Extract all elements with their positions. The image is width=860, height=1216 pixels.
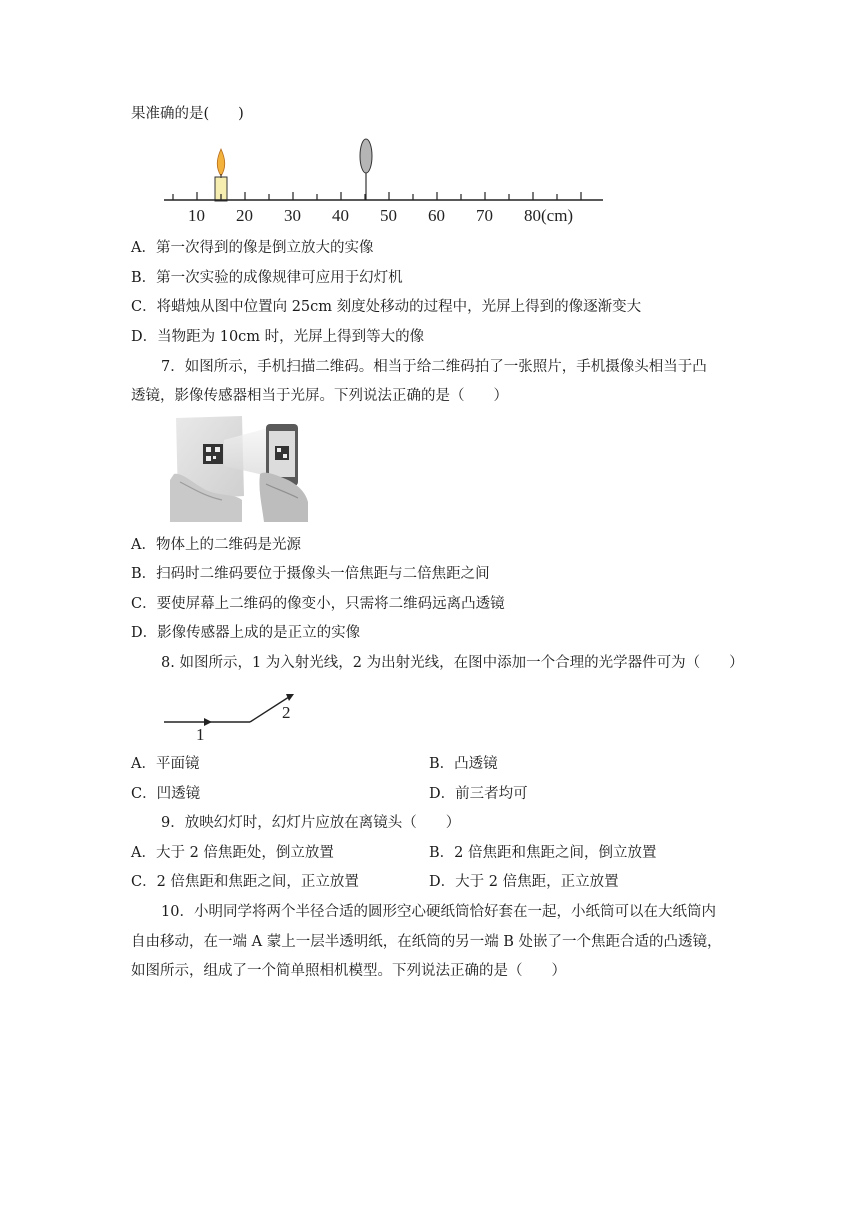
- ruler-tick-label: 10: [188, 206, 205, 225]
- ray-label-2: 2: [282, 703, 291, 722]
- light-ray-figure: [160, 688, 310, 744]
- q9-option-b: B．2 倍焦距和焦距之间，倒立放置: [429, 845, 657, 861]
- q7-option-a: A．物体上的二维码是光源: [131, 537, 301, 553]
- q6-option-d: D．当物距为 10cm 时，光屏上得到等大的像: [131, 329, 425, 345]
- optical-bench-figure: [160, 134, 610, 226]
- q8-option-b: B．凸透镜: [429, 756, 498, 772]
- q8-stem: 8. 如图所示，1 为入射光线，2 为出射光线，在图中添加一个合理的光学器件可为（ ）: [161, 655, 744, 671]
- ruler-tick-label: 70: [476, 206, 493, 225]
- lens-icon: [360, 139, 372, 173]
- q9-option-a: A．大于 2 倍焦距处，倒立放置: [131, 845, 334, 861]
- ruler-tick-label: 80(cm): [524, 206, 574, 225]
- ray-label-1: 1: [196, 725, 205, 744]
- q6-option-c: C．将蜡烛从图中位置向 25cm 刻度处移动的过程中，光屏上得到的像逐渐变大: [131, 299, 642, 315]
- ruler-tick-label: 50: [380, 206, 397, 225]
- q10-stem-line1: 10．小明同学将两个半径合适的圆形空心硬纸筒恰好套在一起，小纸筒可以在大纸筒内: [161, 904, 716, 920]
- ruler-tick-label: 60: [428, 206, 445, 225]
- question-stem-tail: 果准确的是( ): [131, 106, 244, 122]
- q7-option-d: D．影像传感器上成的是正立的实像: [131, 625, 361, 641]
- q7-stem-line1: 7．如图所示，手机扫描二维码。相当于给二维码拍了一张照片，手机摄像头相当于凸: [161, 359, 707, 375]
- q6-option-b: B．第一次实验的成像规律可应用于幻灯机: [131, 270, 403, 286]
- q8-option-c: C．凹透镜: [131, 786, 201, 802]
- q9-option-c: C．2 倍焦距和焦距之间，正立放置: [131, 874, 359, 890]
- q7-option-b: B．扫码时二维码要位于摄像头一倍焦距与二倍焦距之间: [131, 566, 490, 582]
- q9-stem: 9．放映幻灯时，幻灯片应放在离镜头（ ）: [161, 815, 461, 831]
- q9-option-d: D．大于 2 倍焦距，正立放置: [429, 874, 619, 890]
- ruler-tick-label: 20: [236, 206, 253, 225]
- q6-option-a: A．第一次得到的像是倒立放大的实像: [131, 240, 374, 256]
- ruler-tick-label: 40: [332, 206, 349, 225]
- q10-stem-line3: 如图所示，组成了一个简单照相机模型。下列说法正确的是（ ）: [131, 963, 566, 979]
- q8-option-a: A．平面镜: [131, 756, 200, 772]
- ruler-tick-label: 30: [284, 206, 301, 225]
- candle-flame: [217, 149, 225, 176]
- q7-option-c: C．要使屏幕上二维码的像变小，只需将二维码远离凸透镜: [131, 596, 505, 612]
- q10-stem-line2: 自由移动，在一端 A 蒙上一层半透明纸，在纸筒的另一端 B 处嵌了一个焦距合适的凸透镜，: [131, 934, 722, 950]
- q8-option-d: D．前三者均可: [429, 786, 528, 802]
- phone-scanning-qr-image: [170, 414, 308, 522]
- q7-stem-line2: 透镜，影像传感器相当于光屏。下列说法正确的是（ ）: [131, 388, 508, 404]
